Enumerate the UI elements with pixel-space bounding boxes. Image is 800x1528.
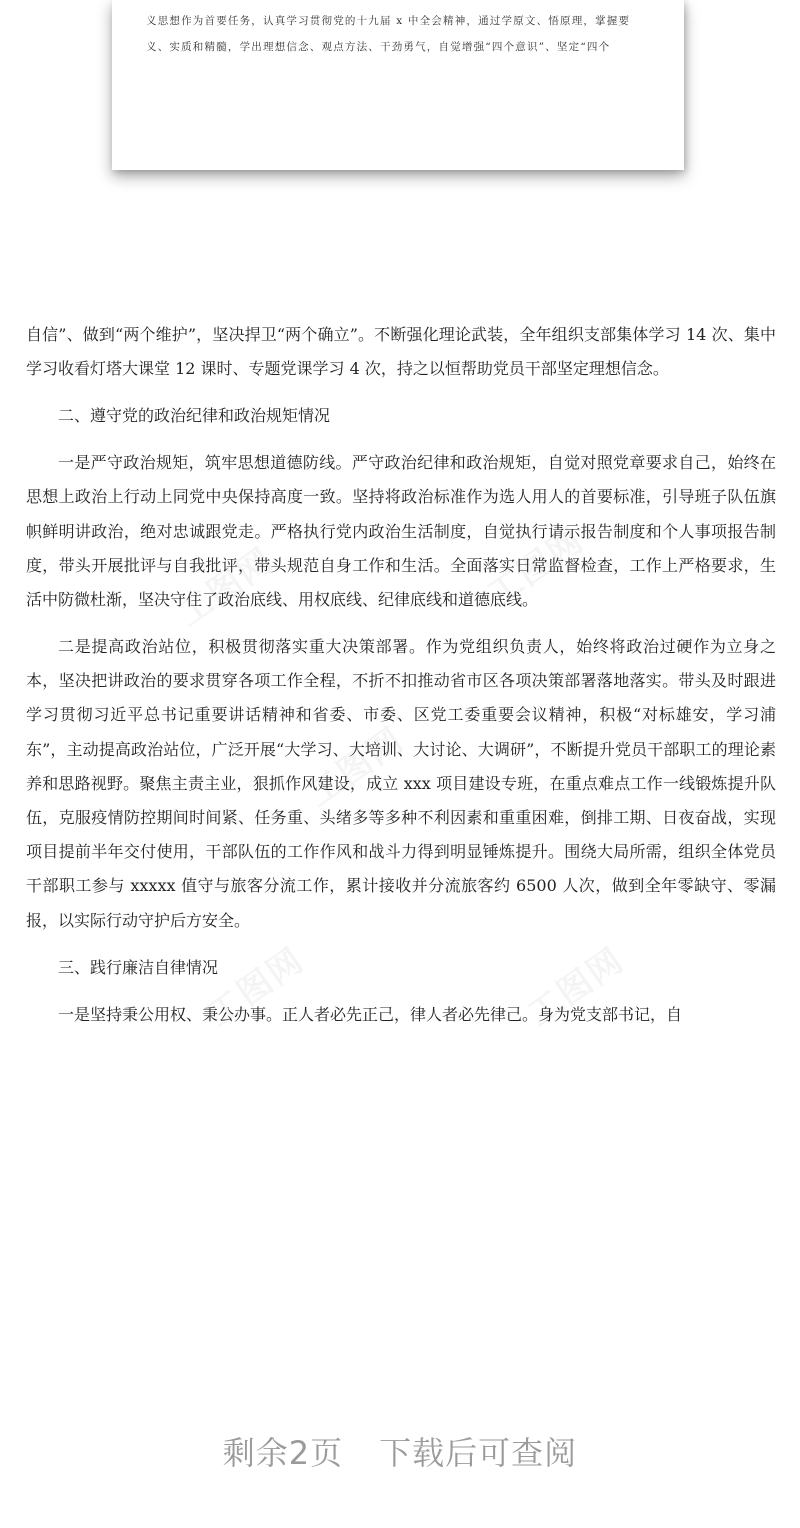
preview-text [146,8,658,60]
paragraph: 自信”、做到“两个维护”，坚决捍卫“两个确立”。不断强化理论武装，全年组织支部集体学习 14 次、集中学习收看灯塔大课堂 12 课时、专题党课学习 4 次，持之以恒帮助党员干部坚定理想信念。 [26,325,776,379]
document-body [26,318,776,1045]
remaining-pages-prompt[interactable] [0,1428,800,1474]
preview-line: 义、实质和精髓，学出理想信念、观点方法、干劲勇气，自觉增强“四个意识”、坚定“四个 [146,41,611,53]
paragraph: 一是坚持秉公用权、秉公办事。正人者必先正己，律人者必先律己。身为党支部书记，自 [58,1004,683,1024]
preview-line: 义思想作为首要任务，认真学习贯彻党的十九届 x 中全会精神，通过学原文、悟原理，掌握要 [146,15,631,27]
download-to-view-label: 下载后可查阅 [379,1434,578,1472]
paragraph: 二是提高政治站位，积极贯彻落实重大决策部署。作为党组织负责人，始终将政治过硬作为立身之本，坚决把讲政治的要求贯穿各项工作全程，不折不扣推动省市区各项决策部署落地落实。带头及时跟进学习贯彻习近平总书记重要讲话精神和省委、市委、区党工委重要会议精神，积极“对标雄安，学习浦东”，主动提高政治站位，广泛开展“大学习、大培训、大讨论、大调研”，不断提升党员干部职工的理论素养和思路视野。聚焦主责主业，狠抓作风建设，成立 xxx 项目建设专班，在重点难点工作一线锻炼提升队伍，克服疫情防控期间时间紧、任务重、头绪多等多种不利因素和重重困难，倒排工期、日夜奋战，实现项目提前半年交付使用，干部队伍的工作作风和战斗力得到明显锤炼提升。围绕大局所需，组织全体党员干部职工参与 xxxxx 值守与旅客分流工作，累计接收并分流旅客约 6500 人次，做到全年零缺守、零漏报，以实际行动守护后方安全。 [26,637,776,930]
preview-card [112,0,684,170]
section-heading: 三、践行廉洁自律情况 [58,957,219,977]
paragraph: 一是严守政治规矩，筑牢思想道德防线。严守政治纪律和政治规矩，自觉对照党章要求自己，始终在思想上政治上行动上同党中央保持高度一致。坚持将政治标准作为选人用人的首要标准，引导班子队伍旗帜鲜明讲政治，绝对忠诚跟党走。严格执行党内政治生活制度，自觉执行请示报告制度和个人事项报告制度，带头开展批评与自我批评，带头规范自身工作和生活。全面落实日常监督检查，工作上严格要求，生活中防微杜渐，坚决守住了政治底线、用权底线、纪律底线和道德底线。 [26,453,776,610]
section-heading: 二、遵守党的政治纪律和政治规矩情况 [58,406,331,426]
remaining-pages-label: 剩余2页 [222,1434,344,1472]
